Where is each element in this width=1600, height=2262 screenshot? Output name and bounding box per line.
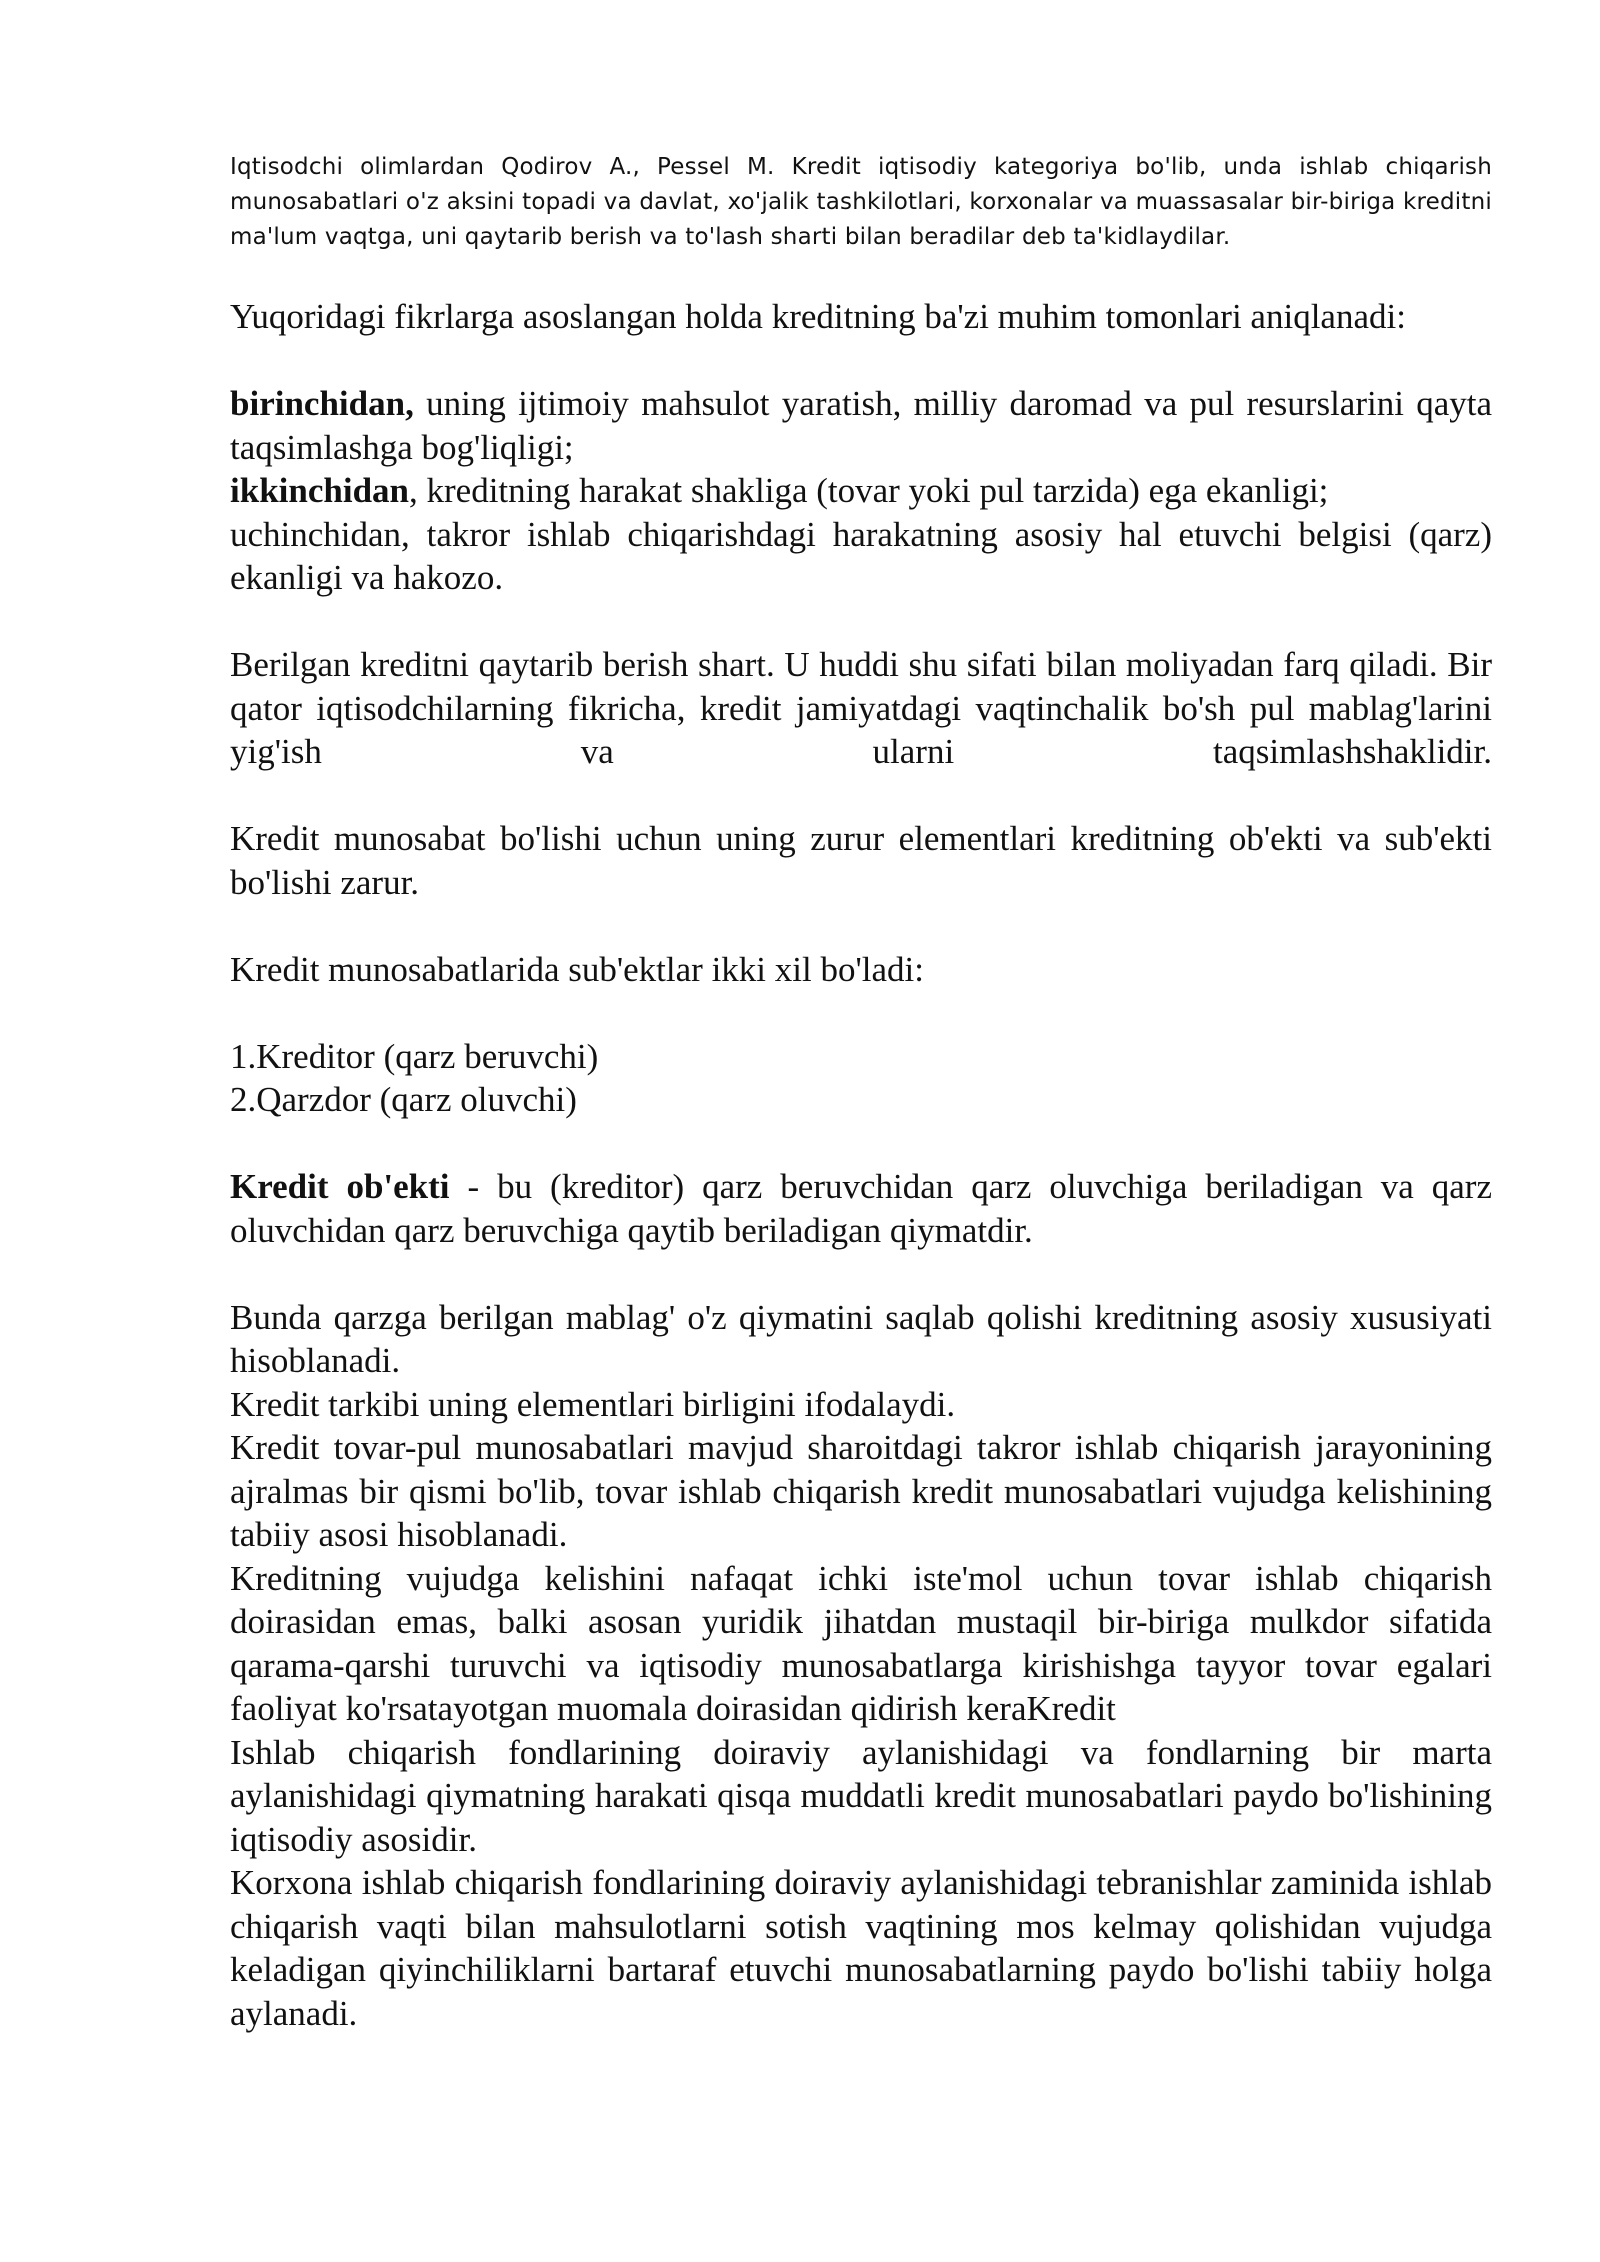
paragraph-gap [230, 1122, 1492, 1166]
paragraph-enterprise: Korxona ishlab chiqarish fondlarining doiraviy aylanishidagi tebranishlar zaminida ishlab chiqarish vaqti bilan mahsulotlarni sotish vaqtining mos kelmay qolishidan vujudga keladigan qiyinchiliklarni bartaraf etuvchi munosabatlarning paydo bo'lishi tabiiy holga aylanadi. [230, 1863, 1492, 2033]
first-aspect-text: uning ijtimoiy mahsulot yaratish, milliy daromad va pul resurslarini qayta taqsimlashga bog'liqligi; [230, 384, 1492, 467]
paragraph-gap [230, 1252, 1492, 1296]
credit-object-definition: - bu (kreditor) qarz beruvchidan qarz oluvchiga beriladigan va qarz oluvchidan qarz beruvchiga qaytib beriladigan qiymatdir. [230, 1167, 1492, 1250]
credit-object-term: Kredit ob'ekti [230, 1167, 450, 1206]
paragraph-elements: Kredit munosabat bo'lishi uchun uning zurur elementlari kreditning ob'ekti va sub'ekti bo'lishi zarur. [230, 819, 1492, 902]
paragraph-second-aspect [230, 469, 1492, 513]
paragraph-first-aspect [230, 382, 1492, 469]
paragraph-structure: Kredit tarkibi uning elementlari birligini ifodalaydi. [230, 1384, 956, 1424]
paragraph-commodity-money: Kredit tovar-pul munosabatlari mavjud sharoitdagi takror ishlab chiqarish jarayonining ajralmas bir qismi bo'lib, tovar ishlab chiqarish kredit munosabatlari vujudga kelishining tabiiy asosi hisoblanadi. [230, 1428, 1492, 1554]
second-aspect-label: ikkinchidan [230, 471, 409, 510]
paragraph-gap [230, 991, 1492, 1035]
first-aspect-label: birinchidan, [230, 384, 414, 423]
paragraph-value-preservation: Bunda qarzga berilgan mablag' o'z qiymatini saqlab qolishi kreditning asosiy xususiyati hisoblanadi. [230, 1297, 1492, 1380]
paragraph-aspects-intro: Yuqoridagi fikrlarga asoslangan holda kreditning ba'zi muhim tomonlari aniqlanadi: [230, 297, 1406, 336]
paragraph-gap [230, 600, 1492, 644]
paragraph-emergence: Kreditning vujudga kelishini nafaqat ichki iste'mol uchun tovar ishlab chiqarish doirasidan emas, balki asosan yuridik jihatdan mustaqil bir-biriga mulkdor sifatida qarama-qarshi turuvchi va iqtisodiy munosabatlarga kirishishga tayyor tovar egalari faoliyat ko'rsatayotgan muomala doirasidan qidirish keraKredit [230, 1558, 1492, 1728]
paragraph-third-aspect: uchinchidan, takror ishlab chiqarishdagi harakatning asosiy hal etuvchi belgisi (qarz) ekanligi va hakozo. [230, 514, 1492, 597]
paragraph-funds-circulation: Ishlab chiqarish fondlarining doiraviy aylanishidagi va fondlarning bir marta aylanishidagi qiymatning harakati qisqa muddatli kredit munosabatlari paydo bo'lishining iqtisodiy asosidir. [230, 1732, 1492, 1859]
paragraph-gap [230, 774, 1492, 818]
paragraph-credit-object [230, 1165, 1492, 1252]
list-item: 1.Kreditor (qarz beruvchi) [230, 1036, 599, 1076]
paragraph-subjects: Kredit munosabatlarida sub'ektlar ikki xil bo'ladi: [230, 949, 924, 989]
intro-paragraph: Iqtisodchi olimlardan Qodirov A., Pessel M. Kredit iqtisodiy kategoriya bo'lib, unda ishlab chiqarish munosabatlari o'z aksini topadi va davlat, xo'jalik tashkilotlari, korxonalar va muassasalar bir-biriga kreditni ma'lum vaqtga, uni qaytarib berish va to'lash sharti bilan beradilar deb ta'kidlaydilar. [230, 154, 1492, 250]
second-aspect-text: , kreditning harakat shakliga (tovar yoki pul tarzida) ega ekanligi; [409, 471, 1329, 510]
document-body [230, 150, 1492, 2035]
paragraph-gap [230, 904, 1492, 948]
paragraph-repayment: Berilgan kreditni qaytarib berish shart. U huddi shu sifati bilan moliyadan farq qiladi. Bir qator iqtisodchilarning fikricha, kredit jamiyatdagi vaqtinchalik bo'sh pul mablag'larini yig'ish va ularni taqsimlashshaklidir. [230, 645, 1492, 771]
paragraph-gap [230, 339, 1492, 383]
list-item: 2.Qarzdor (qarz oluvchi) [230, 1080, 577, 1119]
